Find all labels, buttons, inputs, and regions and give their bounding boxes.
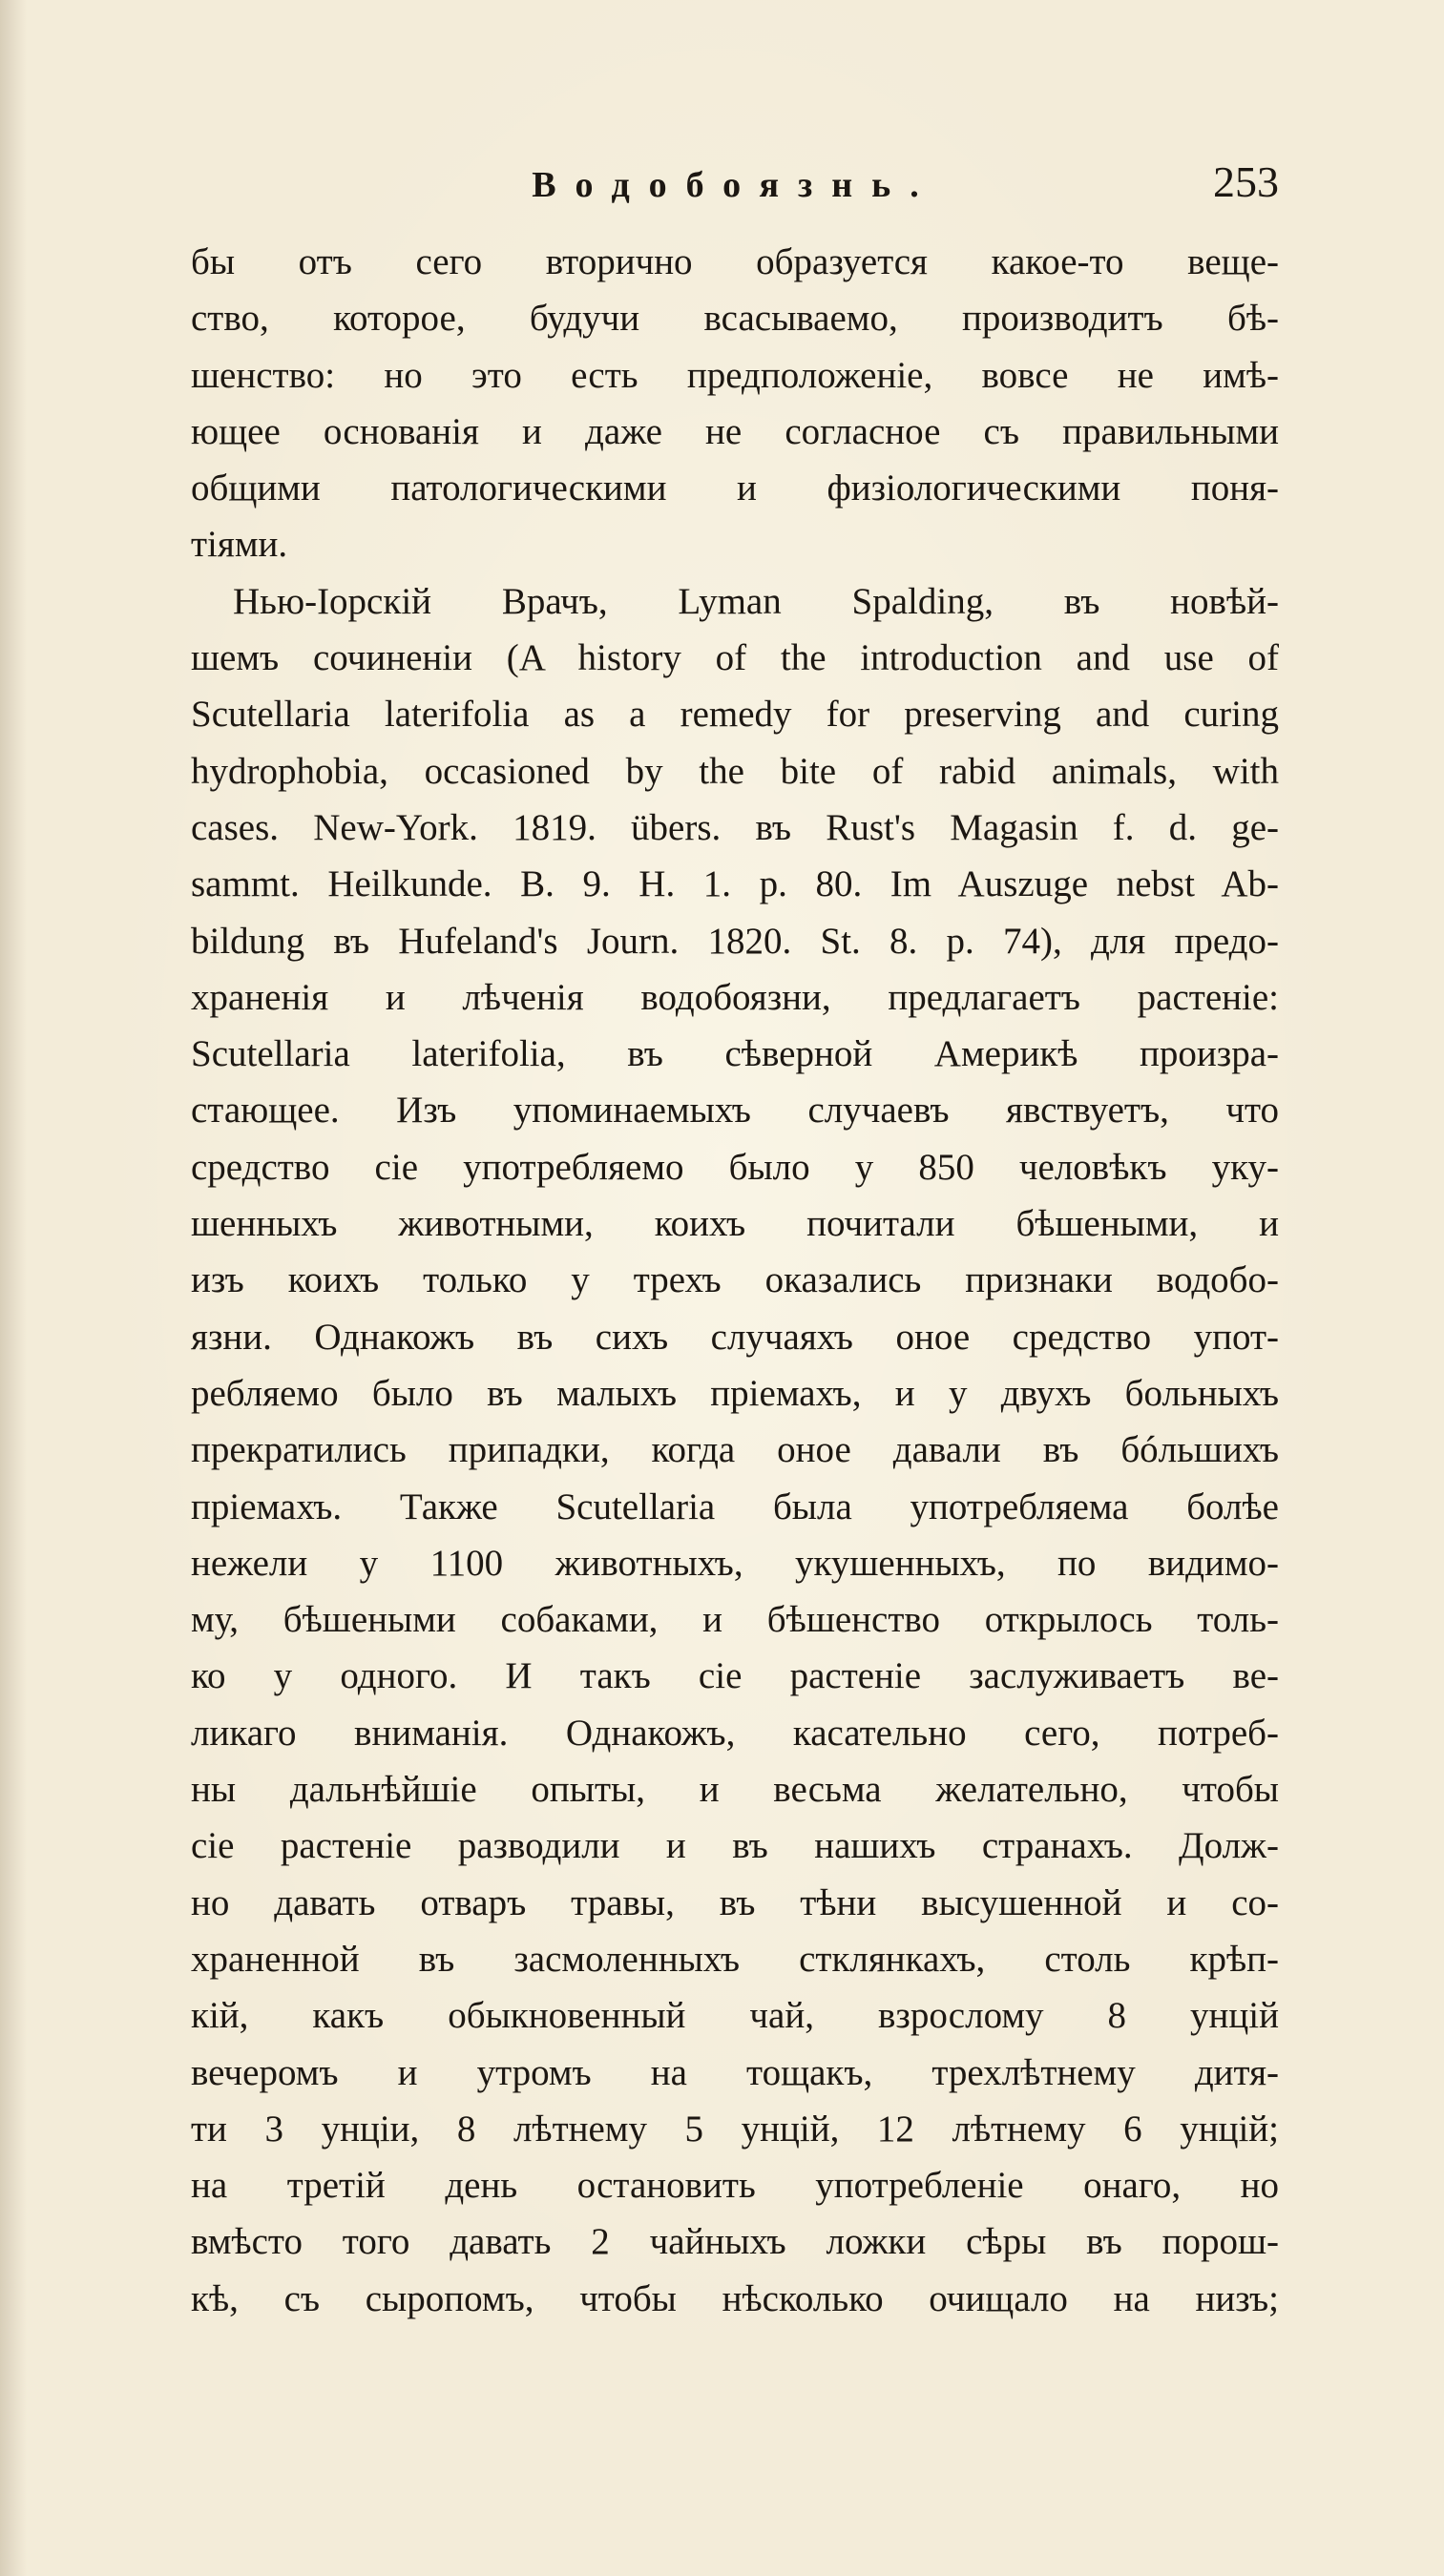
text-line: ны дальнѣйшіе опыты, и весьма желательно, чтобы	[191, 1769, 1279, 1811]
text-line: бы отъ сего вторично образуется какое-то веще-	[191, 241, 1279, 282]
running-head	[191, 157, 1279, 221]
text-line: Нью-Іорскій Врачъ, Lyman Spalding, въ новѣй-	[233, 580, 1279, 622]
text-line: шемъ сочиненіи (A history of the introduction and use of	[191, 637, 1279, 679]
text-line: но давать отваръ травы, въ тѣни высушенной и со-	[191, 1881, 1279, 1923]
text-line: язни. Однакожъ въ сихъ случаяхъ оное средство упот-	[191, 1316, 1279, 1358]
text-line: стающее. Изъ упоминаемыхъ случаевъ явствуетъ, что	[191, 1090, 1279, 1132]
text-line: вечеромъ и утромъ на тощакъ, трехлѣтнему дитя-	[191, 2051, 1279, 2093]
text-line: тіями.	[191, 524, 288, 566]
text-line: пріемахъ. Также Scutellaria была употребляема болѣе	[191, 1485, 1279, 1527]
text-line: изъ коихъ только у трехъ оказались признаки водобо-	[191, 1259, 1279, 1301]
text-line: sammt. Heilkunde. B. 9. H. 1. p. 80. Im Auszuge nebst Ab-	[191, 863, 1279, 905]
text-line: шенство: но это есть предположеніе, вовсе не имѣ-	[191, 354, 1279, 396]
text-line: шенныхъ животными, коихъ почитали бѣшеными, и	[191, 1203, 1279, 1245]
text-line: средство сіе употребляемо было у 850 человѣкъ уку-	[191, 1146, 1279, 1188]
running-head-title: Водобоязнь.	[532, 165, 938, 205]
text-line: му, бѣшеными собаками, и бѣшенство открылось толь-	[191, 1599, 1279, 1641]
text-line: ство, которое, будучи всасываемо, производитъ бѣ-	[191, 298, 1279, 340]
text-line: сіе растеніе разводили и въ нашихъ странахъ. Долж-	[191, 1825, 1279, 1867]
text-line: храненной въ засмоленныхъ стклянкахъ, столь крѣп-	[191, 1938, 1279, 1980]
body-text	[191, 234, 1279, 2327]
page-number: 253	[1213, 157, 1279, 206]
text-line: прекратились припадки, когда оное давали въ бóльшихъ	[191, 1429, 1279, 1471]
text-line: ко у одного. И такъ сіе растеніе заслуживаетъ ве-	[191, 1655, 1279, 1697]
text-line: ти 3 унціи, 8 лѣтнему 5 унцій, 12 лѣтнему 6 унцій;	[191, 2108, 1279, 2150]
text-line: ликаго вниманія. Однакожъ, касательно сего, потреб-	[191, 1712, 1279, 1754]
text-line: bildung въ Hufeland's Journ. 1820. St. 8. p. 74), для предо-	[191, 920, 1279, 962]
text-line: кій, какъ обыкновенный чай, взрослому 8 унцій	[191, 1995, 1279, 2037]
text-line: Scutellaria laterifolia as a remedy for preserving and curing	[191, 694, 1279, 736]
text-line: hydrophobia, occasioned by the bite of rabid animals, with	[191, 750, 1279, 792]
text-line: вмѣсто того давать 2 чайныхъ ложки сѣры въ порош-	[191, 2221, 1279, 2263]
text-line: ребляемо было въ малыхъ пріемахъ, и у двухъ больныхъ	[191, 1372, 1279, 1414]
text-line: нежели у 1100 животныхъ, укушенныхъ, по видимо-	[191, 1542, 1279, 1584]
text-line: ющее основанія и даже не согласное съ правильными	[191, 410, 1279, 452]
text-line: на третій день остановить употребленіе онаго, но	[191, 2165, 1279, 2207]
text-line: cases. New-York. 1819. übers. въ Rust's Magasin f. d. ge-	[191, 806, 1279, 848]
text-line: Scutellaria laterifolia, въ сѣверной Америкѣ произра-	[191, 1033, 1279, 1075]
text-line: храненія и лѣченія водобоязни, предлагаетъ растеніе:	[191, 976, 1279, 1018]
text-line: кѣ, съ сыропомъ, чтобы нѣсколько очищало на низъ;	[191, 2277, 1279, 2319]
text-line: общими патологическими и физіологическими поня-	[191, 467, 1279, 509]
